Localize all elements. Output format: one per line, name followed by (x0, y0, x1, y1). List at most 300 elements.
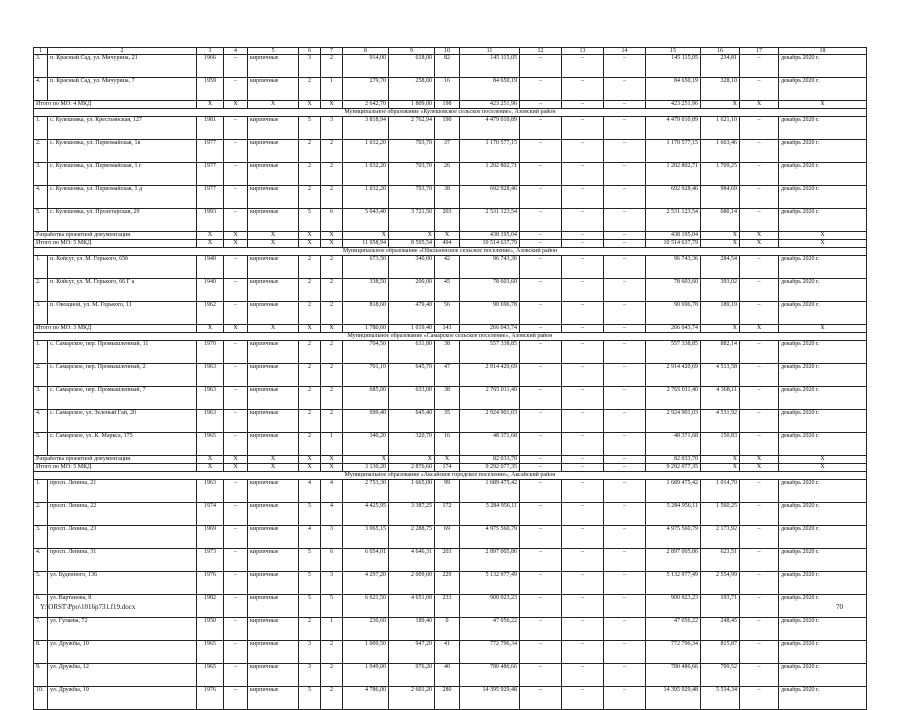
address-cell: просп. Ленина, 21 (48, 480, 197, 503)
table-cell: 4 786,00 (343, 687, 389, 710)
table-cell: – (562, 618, 604, 641)
column-number: 3 (197, 48, 224, 55)
file-path-footer: Y:\ORST\Ppo\1016p731.f19.docx (40, 603, 136, 611)
table-cell: – (520, 595, 562, 618)
column-number: 14 (604, 48, 646, 55)
table-cell: кирпичные (248, 480, 299, 503)
summary-cell: X (701, 101, 740, 109)
summary-cell: X (701, 325, 740, 333)
table-cell: декабрь 2020 г. (779, 410, 867, 433)
column-number: 6 (299, 48, 321, 55)
summary-cell: X (248, 325, 299, 333)
table-cell: кирпичные (248, 433, 299, 456)
table-cell: – (224, 480, 248, 503)
table-cell: – (604, 186, 646, 209)
summary-row (34, 456, 867, 464)
address-cell: с. Кулешовка, ул. Первомайская, 1 д (48, 186, 197, 209)
table-cell: 4 531,92 (701, 410, 740, 433)
table-cell: 1977 (197, 163, 224, 186)
column-number: 18 (779, 48, 867, 55)
table-cell: 145 115,05 (646, 55, 701, 78)
summary-cell: 438 195,04 (460, 232, 520, 240)
table-cell: 2 765 011,40 (646, 387, 701, 410)
table-cell: – (740, 549, 779, 572)
table-cell: 1 032,20 (343, 140, 389, 163)
summary-cell: X (197, 232, 224, 240)
table-cell: 90 696,78 (460, 302, 520, 325)
table-row (34, 480, 867, 503)
summary-cell: X (740, 101, 779, 109)
table-cell: – (520, 209, 562, 232)
table-cell: 1 621,10 (701, 117, 740, 140)
table-cell: – (562, 480, 604, 503)
summary-cell: X (299, 240, 321, 248)
table-cell: 1 665,00 (389, 480, 435, 503)
table-cell: 5 043,40 (343, 209, 389, 232)
address-cell: просп. Ленина, 22 (48, 503, 197, 526)
summary-cell: – (604, 101, 646, 109)
summary-cell: – (520, 464, 562, 472)
table-cell: 673,50 (343, 256, 389, 279)
table-cell: 4 513,58 (701, 364, 740, 387)
summary-cell: 494 (435, 240, 460, 248)
table-row (34, 163, 867, 186)
table-cell: кирпичные (248, 163, 299, 186)
table-cell: 815,87 (701, 641, 740, 664)
table-cell: декабрь 2020 г. (779, 279, 867, 302)
table-cell: 150,83 (701, 433, 740, 456)
address-cell: ул. Вартанова, 8 (48, 595, 197, 618)
table-cell: – (224, 256, 248, 279)
table-cell: – (562, 687, 604, 710)
table-cell: кирпичные (248, 503, 299, 526)
address-cell: с. Кулешовка, ул. Первомайская, 1 г (48, 163, 197, 186)
table-cell: – (562, 664, 604, 687)
table-cell: 1950 (197, 618, 224, 641)
table-cell: 3 (321, 526, 343, 549)
table-cell: 2 (321, 163, 343, 186)
table-cell: – (604, 687, 646, 710)
summary-row (34, 240, 867, 248)
table-cell: 2 (299, 387, 321, 410)
table-cell: – (224, 163, 248, 186)
table-cell: 2 753,30 (343, 480, 389, 503)
table-cell: 2 914 420,69 (646, 364, 701, 387)
table-cell: 1976 (197, 687, 224, 710)
table-cell: 2 924 901,03 (646, 410, 701, 433)
address-cell: с. Самарское, пер. Промышленный, 2 (48, 364, 197, 387)
summary-cell: X (248, 464, 299, 472)
table-cell: 41 (435, 641, 460, 664)
summary-cell: X (299, 101, 321, 109)
table-cell: 37 (435, 140, 460, 163)
table-cell: 96 743,36 (460, 256, 520, 279)
table-cell: 1962 (197, 302, 224, 325)
table-cell: – (740, 410, 779, 433)
table-row (34, 364, 867, 387)
table-cell: – (562, 163, 604, 186)
table-cell: 5 (299, 209, 321, 232)
table-cell: 2. (34, 503, 48, 526)
summary-cell: 11 958,94 (343, 240, 389, 248)
table-cell: – (224, 433, 248, 456)
table-cell: – (224, 387, 248, 410)
table-cell: – (740, 163, 779, 186)
table-cell: 703,70 (389, 163, 435, 186)
table-row (34, 572, 867, 595)
summary-cell: X (779, 325, 867, 333)
table-cell: 193,71 (701, 595, 740, 618)
page-number: 70 (836, 603, 843, 611)
table-cell: – (604, 55, 646, 78)
table-cell: 3. (34, 163, 48, 186)
table-cell: 3 818,94 (343, 117, 389, 140)
summary-cell: 174 (435, 464, 460, 472)
table-cell: 203 (435, 549, 460, 572)
summary-cell: X (740, 456, 779, 464)
table-cell: 1 202 802,71 (646, 163, 701, 186)
summary-cell: – (520, 101, 562, 109)
table-cell: 2 924 901,03 (460, 410, 520, 433)
summary-cell: 2 876,60 (389, 464, 435, 472)
table-cell: 2 (299, 302, 321, 325)
table-cell: 699,40 (343, 410, 389, 433)
table-row (34, 526, 867, 549)
table-cell: 258,00 (389, 78, 435, 101)
table-cell: 2 (299, 186, 321, 209)
table-cell: – (740, 256, 779, 279)
table-cell: 5 132 977,49 (646, 572, 701, 595)
summary-cell: 10 514 637,79 (646, 240, 701, 248)
table-cell: – (604, 163, 646, 186)
summary-cell: X (740, 232, 779, 240)
summary-cell: 3 130,20 (343, 464, 389, 472)
table-row (34, 186, 867, 209)
table-cell: – (224, 140, 248, 163)
table-cell: – (224, 410, 248, 433)
table-cell: 2 (321, 341, 343, 364)
summary-cell: X (343, 456, 389, 464)
table-cell: декабрь 2020 г. (779, 302, 867, 325)
table-cell: 6 (321, 549, 343, 572)
table-cell: 1 170 577,15 (460, 140, 520, 163)
table-cell: 1 032,20 (343, 186, 389, 209)
table-cell: 818,60 (343, 302, 389, 325)
summary-cell: X (779, 464, 867, 472)
table-cell: кирпичные (248, 549, 299, 572)
table-cell: 4. (34, 186, 48, 209)
table-cell: 780 486,66 (460, 664, 520, 687)
summary-cell: X (435, 232, 460, 240)
table-row (34, 410, 867, 433)
column-number: 1 (34, 48, 48, 55)
table-cell: – (520, 364, 562, 387)
table-row (34, 256, 867, 279)
summary-cell: 1 019,40 (389, 325, 435, 333)
table-cell: 2 (299, 78, 321, 101)
table-cell: 1965 (197, 433, 224, 456)
summary-cell: X (740, 464, 779, 472)
municipality-heading: Муниципальное образование «Кулешовское сельское поселение», Азовский район (34, 109, 867, 117)
table-cell: – (224, 618, 248, 641)
column-number: 11 (460, 48, 520, 55)
table-cell: 1965 (197, 641, 224, 664)
table-cell: 4 297,20 (343, 572, 389, 595)
summary-cell: X (389, 456, 435, 464)
table-cell: – (562, 503, 604, 526)
table-row (34, 664, 867, 687)
table-row (34, 595, 867, 618)
summary-cell: X (248, 232, 299, 240)
table-cell: 320,70 (389, 433, 435, 456)
table-cell: 82 (435, 55, 460, 78)
summary-cell: 438 195,04 (646, 232, 701, 240)
table-cell: 1 (321, 618, 343, 641)
address-cell: с. Самарское, ул. Зеленый Гай, 20 (48, 410, 197, 433)
table-cell: – (604, 256, 646, 279)
table-cell: 3 (299, 641, 321, 664)
summary-cell: – (604, 325, 646, 333)
address-cell: с. Кулешовка, ул. Первомайская, 1в (48, 140, 197, 163)
table-cell: – (604, 302, 646, 325)
summary-cell: 1 780,60 (343, 325, 389, 333)
table-cell: – (740, 526, 779, 549)
summary-cell: X (197, 240, 224, 248)
table-cell: 7. (34, 618, 48, 641)
table-cell: – (520, 410, 562, 433)
table-cell: 618,00 (389, 55, 435, 78)
summary-cell: – (604, 232, 646, 240)
table-cell: – (562, 117, 604, 140)
table-cell: 3 065,15 (343, 526, 389, 549)
summary-cell: 1 809,00 (389, 101, 435, 109)
table-cell: 3 721,50 (389, 209, 435, 232)
table-cell: 2 554,99 (701, 572, 740, 595)
municipality-heading: Муниципальное образование «Обильненское сельское поселение», Азовский район (34, 248, 867, 256)
table-cell: 5 (299, 687, 321, 710)
table-row (34, 341, 867, 364)
table-cell: 2 (321, 687, 343, 710)
table-cell: 701,10 (343, 364, 389, 387)
table-cell: декабрь 2020 г. (779, 664, 867, 687)
municipality-heading: Муниципальное образование «Самарское сельское поселение», Азовский район (34, 333, 867, 341)
table-cell: 2 (321, 302, 343, 325)
table-cell: – (604, 572, 646, 595)
table-cell: – (740, 641, 779, 664)
table-cell: – (224, 186, 248, 209)
table-row (34, 140, 867, 163)
table-cell: – (740, 595, 779, 618)
summary-cell: – (562, 101, 604, 109)
summary-cell: X (701, 456, 740, 464)
table-cell: кирпичные (248, 55, 299, 78)
summary-cell: X (299, 456, 321, 464)
table-cell: кирпичные (248, 687, 299, 710)
column-number: 4 (224, 48, 248, 55)
table-cell: – (604, 279, 646, 302)
table-row (34, 279, 867, 302)
table-cell: 1940 (197, 279, 224, 302)
summary-cell: 8 595,54 (389, 240, 435, 248)
summary-cell: X (197, 101, 224, 109)
table-cell: – (604, 117, 646, 140)
table-cell: 229 (435, 572, 460, 595)
table-cell: 1 709,25 (701, 163, 740, 186)
table-cell: 1963 (197, 410, 224, 433)
table-cell: 2 762,94 (389, 117, 435, 140)
table-cell: – (224, 641, 248, 664)
table-cell: 4 (321, 480, 343, 503)
table-cell: – (520, 186, 562, 209)
table-cell: 1 014,70 (701, 480, 740, 503)
table-cell: – (740, 664, 779, 687)
summary-cell: X (321, 232, 343, 240)
column-number: 2 (48, 48, 197, 55)
table-cell: кирпичные (248, 595, 299, 618)
section-heading-row (34, 109, 867, 117)
summary-cell: 266 043,74 (646, 325, 701, 333)
table-cell: 1965 (197, 664, 224, 687)
summary-cell: X (779, 456, 867, 464)
table-cell: 47 056,22 (460, 618, 520, 641)
table-cell: 1982 (197, 595, 224, 618)
table-cell: 623,51 (701, 549, 740, 572)
table-cell: декабрь 2020 г. (779, 186, 867, 209)
table-cell: 3. (34, 302, 48, 325)
table-cell: декабрь 2020 г. (779, 503, 867, 526)
table-cell: – (224, 302, 248, 325)
table-cell: – (740, 618, 779, 641)
table-cell: – (562, 55, 604, 78)
table-cell: кирпичные (248, 641, 299, 664)
column-number: 15 (646, 48, 701, 55)
section-heading-row (34, 472, 867, 480)
table-cell: 5 284 956,11 (460, 503, 520, 526)
table-cell: 2 (299, 140, 321, 163)
table-cell: 1981 (197, 117, 224, 140)
table-cell: 84 650,19 (646, 78, 701, 101)
summary-cell: 82 033,70 (646, 456, 701, 464)
table-cell: 914,00 (343, 55, 389, 78)
table-cell: 35 (435, 410, 460, 433)
table-cell: – (224, 664, 248, 687)
table-cell: 2 (299, 410, 321, 433)
table-cell: декабрь 2020 г. (779, 364, 867, 387)
table-cell: 2 (299, 256, 321, 279)
table-cell: 40 (435, 664, 460, 687)
table-cell: кирпичные (248, 526, 299, 549)
table-cell: – (604, 140, 646, 163)
table-row (34, 78, 867, 101)
table-cell: – (562, 186, 604, 209)
table-cell: – (520, 302, 562, 325)
summary-cell: X (701, 232, 740, 240)
table-cell: 284,54 (701, 256, 740, 279)
table-cell: 203 (435, 209, 460, 232)
table-cell: кирпичные (248, 302, 299, 325)
summary-cell: – (604, 240, 646, 248)
table-row (34, 549, 867, 572)
table-cell: 233 (435, 595, 460, 618)
table-cell: 2 (321, 364, 343, 387)
summary-cell: X (299, 325, 321, 333)
table-cell: – (520, 572, 562, 595)
table-cell: 557 338,85 (646, 341, 701, 364)
summary-cell: – (604, 464, 646, 472)
table-cell: 631,80 (389, 341, 435, 364)
column-number-row (34, 48, 867, 55)
summary-cell: 82 033,70 (460, 456, 520, 464)
table-cell: 2 (321, 664, 343, 687)
table-cell: – (224, 687, 248, 710)
table-cell: 5 284 956,11 (646, 503, 701, 526)
table-cell: декабрь 2020 г. (779, 387, 867, 410)
table-cell: 3 (299, 55, 321, 78)
summary-cell: X (321, 101, 343, 109)
table-cell: – (562, 364, 604, 387)
summary-cell: – (562, 240, 604, 248)
table-cell: – (520, 341, 562, 364)
table-cell: кирпичные (248, 78, 299, 101)
summary-cell: X (224, 464, 248, 472)
table-cell: 3 (321, 572, 343, 595)
summary-cell: X (248, 240, 299, 248)
column-number: 5 (248, 48, 299, 55)
table-cell: кирпичные (248, 186, 299, 209)
table-cell: 2. (34, 279, 48, 302)
table-cell: 4 651,00 (389, 595, 435, 618)
table-cell: 479,40 (389, 302, 435, 325)
table-cell: 692 928,46 (460, 186, 520, 209)
table-cell: – (604, 78, 646, 101)
table-cell: 4 (299, 526, 321, 549)
table-cell: 2 (321, 279, 343, 302)
summary-cell: – (520, 325, 562, 333)
summary-cell: 9 292 077,35 (460, 464, 520, 472)
address-cell: п. Койсуг, ул. М. Горького, 65б (48, 256, 197, 279)
housing-repair-table (33, 47, 867, 710)
table-cell: – (562, 209, 604, 232)
table-cell: 6. (34, 595, 48, 618)
table-cell: 189,19 (701, 302, 740, 325)
table-cell: 5 (299, 549, 321, 572)
summary-cell: X (248, 456, 299, 464)
table-cell: 78 603,60 (460, 279, 520, 302)
table-cell: 4 (321, 503, 343, 526)
table-cell: 2 897 005,86 (460, 549, 520, 572)
table-cell: – (740, 209, 779, 232)
table-cell: 2. (34, 140, 48, 163)
table-row (34, 387, 867, 410)
summary-cell: X (321, 456, 343, 464)
summary-cell: X (701, 240, 740, 248)
table-row (34, 209, 867, 232)
table-cell: декабрь 2020 г. (779, 549, 867, 572)
summary-cell: – (604, 456, 646, 464)
table-cell: – (224, 503, 248, 526)
table-cell: 3. (34, 387, 48, 410)
table-cell: 8. (34, 641, 48, 664)
table-cell: кирпичные (248, 618, 299, 641)
table-cell: декабрь 2020 г. (779, 526, 867, 549)
table-cell: 1 663,46 (701, 140, 740, 163)
table-cell: – (224, 364, 248, 387)
table-cell: 4 425,95 (343, 503, 389, 526)
summary-cell: 198 (435, 101, 460, 109)
table-cell: 5 (299, 503, 321, 526)
column-number: 13 (562, 48, 604, 55)
table-cell: 2 288,75 (389, 526, 435, 549)
